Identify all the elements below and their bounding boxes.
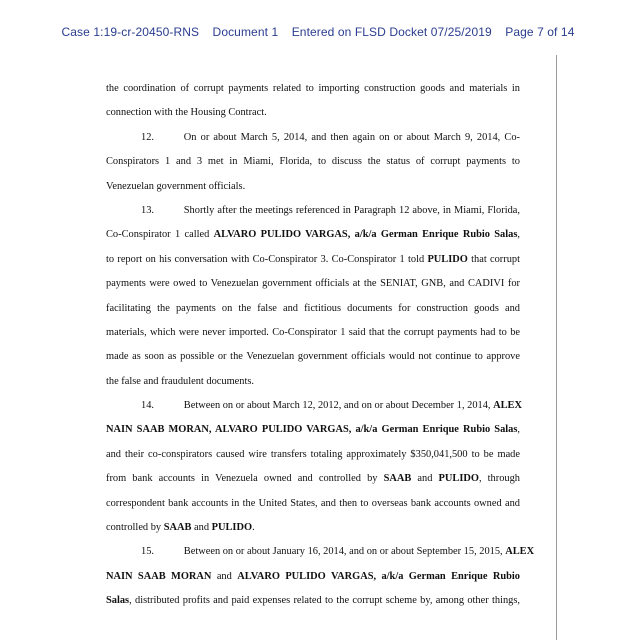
right-margin-rule — [556, 55, 557, 640]
paragraph-number: 13. — [141, 204, 154, 216]
text-run: and — [411, 473, 439, 485]
text-run: correspondent bank accounts in the United States, and then to overseas bank accounts owned and — [106, 497, 520, 509]
document-number: Document 1 — [212, 25, 279, 39]
text-line — [106, 272, 520, 296]
text-run: facilitating the payments on the false and fictitious documents for construction goods and — [106, 302, 520, 314]
text-run: controlled by — [106, 522, 164, 534]
text-run: materials, which were never imported. Co-Conspirator 1 said that the corrupt payments had to be — [106, 326, 520, 338]
text-line — [106, 516, 520, 540]
text-run: and — [191, 522, 212, 534]
bold-name: NAIN SAAB MORAN, ALVARO PULIDO VARGAS, a/k/a German Enrique Rubio Salas — [106, 424, 518, 436]
bold-name: SAAB — [163, 522, 192, 534]
bold-name: ALEX — [493, 400, 522, 412]
text-line — [106, 589, 520, 613]
text-run: Co-Conspirator 1 called — [106, 229, 214, 241]
docket-entry: Entered on FLSD Docket 07/25/2019 — [291, 25, 492, 39]
text-run: Between on or about March 12, 2012, and on or about December 1, 2014, — [183, 400, 494, 412]
text-run: the coordination of corrupt payments related to importing construction goods and materials in — [106, 83, 520, 94]
text-line — [106, 150, 520, 174]
text-line — [106, 443, 520, 467]
text-run: , — [517, 424, 520, 436]
text-run: On or about March 5, 2014, and then again on or about March 9, 2014, Co- — [183, 131, 520, 143]
text-run: , — [517, 229, 520, 241]
text-line — [106, 540, 535, 564]
text-run: the false and fraudulent documents. — [106, 375, 255, 387]
text-line — [106, 297, 520, 321]
text-run: and — [211, 570, 238, 582]
case-number: Case 1:19-cr-20450-RNS — [61, 25, 200, 39]
bold-name: ALVARO PULIDO VARGAS, a/k/a German Enrique Rubio Salas — [213, 229, 518, 241]
docket-header — [0, 25, 636, 39]
text-run: to report on his conversation with Co-Conspirator 3. Co-Conspirator 1 told — [106, 253, 428, 265]
paragraph-number: 15. — [141, 546, 154, 558]
text-run: . — [252, 522, 255, 534]
text-line — [106, 223, 520, 247]
text-run: that corrupt — [467, 253, 520, 265]
bold-name: PULIDO — [211, 522, 253, 534]
text-run: made as soon as possible or the Venezuelan government officials would not continue to approve — [106, 351, 520, 363]
text-run: Shortly after the meetings referenced in Paragraph 12 above, in Miami, Florida, — [183, 204, 520, 216]
text-run: and their co-conspirators caused wire transfers totaling approximately $350,041,500 to be made — [106, 448, 520, 460]
text-run: Between on or about January 16, 2014, and on or about September 15, 2015, — [183, 546, 506, 558]
text-line — [106, 77, 520, 101]
bold-name: Salas — [106, 595, 130, 607]
text-line — [106, 370, 520, 394]
text-run: connection with the Housing Contract. — [106, 107, 267, 119]
paragraph-number: 14. — [141, 400, 154, 412]
text-line — [106, 199, 520, 223]
bold-name: PULIDO — [427, 253, 468, 265]
bold-name: PULIDO — [438, 473, 479, 485]
text-line — [106, 126, 520, 150]
body-text — [106, 77, 535, 614]
text-run: , distributed profits and paid expenses related to the corrupt scheme by, among other things, — [129, 595, 520, 607]
bold-name: ALEX — [505, 546, 535, 558]
text-run: Conspirators 1 and 3 met in Miami, Florida, to discuss the status of corrupt payments to — [106, 156, 520, 168]
page-number: Page 7 of 14 — [505, 25, 575, 39]
text-line — [106, 492, 520, 516]
paragraph-number: 12. — [141, 131, 154, 143]
text-line — [106, 321, 520, 345]
bold-name: ALVARO PULIDO VARGAS, a/k/a German Enrique Rubio — [237, 570, 520, 582]
text-line — [106, 175, 520, 199]
bold-name: SAAB — [383, 473, 412, 485]
text-line — [106, 565, 520, 589]
text-run: , through — [478, 473, 520, 485]
text-line — [106, 248, 520, 272]
text-line — [106, 394, 520, 418]
text-line — [106, 101, 520, 125]
text-line — [106, 345, 520, 369]
bold-name: NAIN SAAB MORAN — [106, 570, 212, 582]
text-run: from bank accounts in Venezuela owned and controlled by — [106, 473, 384, 485]
text-run: payments were owed to Venezuelan government officials at the SENIAT, GNB, and CADIVI for — [106, 278, 520, 290]
text-line — [106, 467, 520, 491]
text-run: Venezuelan government officials. — [106, 180, 246, 192]
text-line — [106, 418, 520, 442]
